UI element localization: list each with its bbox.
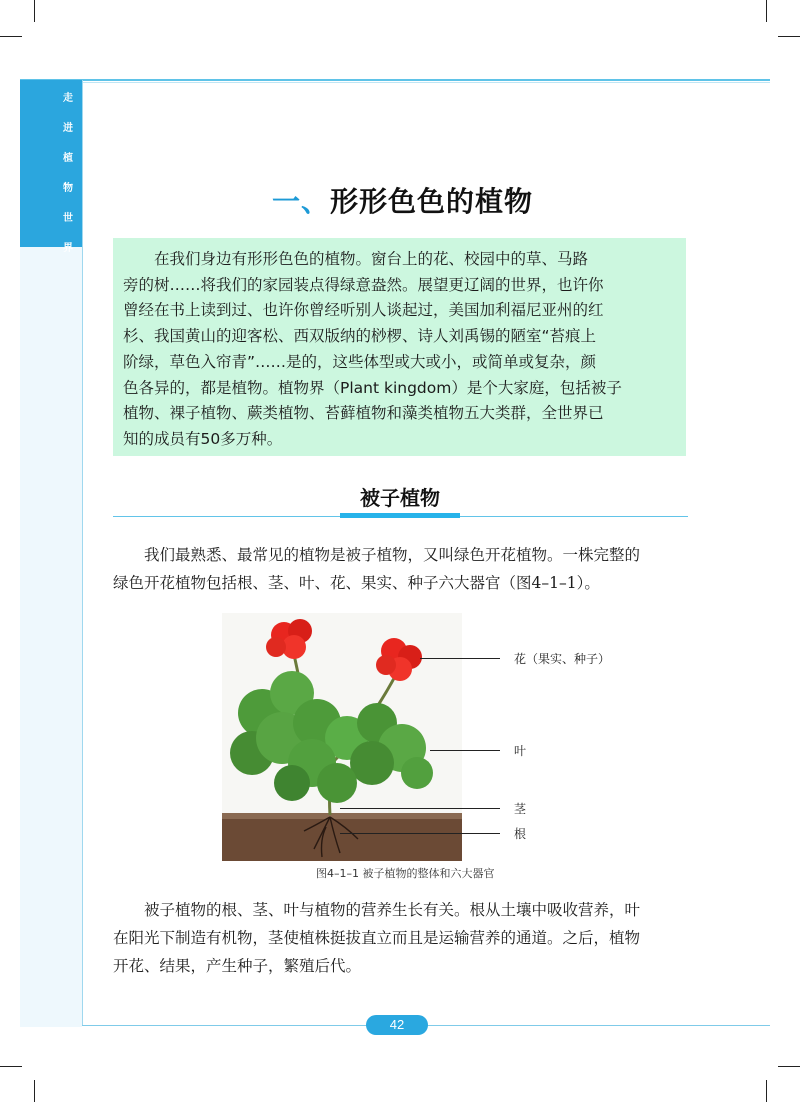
- crop-mark: [0, 36, 22, 37]
- leaves: [230, 671, 433, 803]
- chapter-char: 界: [63, 243, 73, 254]
- intro-line: 植物、裸子植物、蕨类植物、苔藓植物和藻类植物五大类群，全世界已: [123, 404, 604, 423]
- crop-mark: [34, 0, 35, 22]
- chapter-char: 进: [63, 123, 73, 134]
- top-rule-thin: [82, 82, 770, 83]
- paragraph-line: 被子植物的根、茎、叶与植物的营养生长有关。根从土壤中吸收营养，叶: [144, 901, 641, 919]
- leader-line-leaf: [430, 750, 500, 751]
- intro-line: 在我们身边有形形色色的植物。窗台上的花、校园中的草、马路: [154, 250, 589, 268]
- title-number: 一、: [272, 185, 331, 218]
- paragraph-line: 在阳光下制造有机物，茎使植株挺拔直立而且是运输营养的通道。之后，植物: [113, 929, 641, 947]
- intro-line: 曾经在书上读到过、也许你曾经听别人谈起过，美国加利福尼亚州的红: [123, 301, 604, 320]
- intro-line: 知的成员有50多万种。: [123, 429, 283, 448]
- paragraph-line: 我们最熟悉、最常见的植物是被子植物，又叫绿色开花植物。一株完整的: [144, 546, 641, 564]
- title-text: 形形色色的植物: [330, 185, 534, 218]
- chapter-char: 植: [63, 153, 73, 164]
- crop-mark: [778, 36, 800, 37]
- top-rule: [20, 79, 770, 81]
- intro-line: 旁的树……将我们的家园装点得绿意盎然。展望更辽阔的世界，也许你: [123, 275, 604, 294]
- soil-surface: [222, 813, 462, 819]
- intro-line: 色各异的，都是植物。植物界（Plant kingdom）是个大家庭，包括被子: [123, 378, 622, 397]
- chapter-char: 物: [63, 183, 73, 194]
- chapter-char: 世: [63, 213, 73, 224]
- page-title: [272, 180, 572, 220]
- paragraph-2: [113, 896, 693, 980]
- section-underline: [340, 513, 460, 518]
- leader-line-stem: [340, 808, 500, 809]
- figure-caption: 图4–1–1 被子植物的整体和六大器官: [316, 867, 495, 880]
- intro-line: 阶绿，草色入帘青”……是的，这些体型或大或小，或简单或复杂，颜: [123, 352, 597, 371]
- page-number: 42: [366, 1015, 428, 1035]
- leader-line-root: [340, 833, 500, 834]
- geranium-illustration: [222, 613, 462, 861]
- plant-figure: [222, 613, 462, 861]
- soil: [222, 813, 462, 861]
- intro-box: [113, 238, 686, 456]
- crop-mark: [0, 1066, 22, 1067]
- chapter-char: 走: [63, 93, 73, 104]
- crop-mark: [766, 0, 767, 22]
- label-leaf: 叶: [514, 744, 527, 758]
- label-root: 根: [514, 827, 527, 841]
- crop-mark: [34, 1080, 35, 1102]
- paragraph-line: 开花、结果，产生种子，繁殖后代。: [113, 957, 362, 975]
- section-heading: 被子植物: [360, 486, 440, 510]
- side-strip: [20, 247, 82, 1027]
- leader-line-flower: [420, 658, 500, 659]
- chapter-tab-text: [58, 84, 78, 264]
- paragraph-line: 绿色开花植物包括根、茎、叶、花、果实、种子六大器官（图4–1–1）。: [113, 574, 600, 592]
- label-stem: 茎: [514, 802, 527, 816]
- label-flower: 花（果实、种子）: [514, 652, 611, 666]
- paragraph-1: [113, 541, 693, 597]
- crop-mark: [766, 1080, 767, 1102]
- intro-line: 杉、我国黄山的迎客松、西双版纳的桫椤、诗人刘禹锡的陋室“苔痕上: [123, 327, 597, 346]
- crop-mark: [778, 1066, 800, 1067]
- side-strip-line: [82, 80, 83, 1026]
